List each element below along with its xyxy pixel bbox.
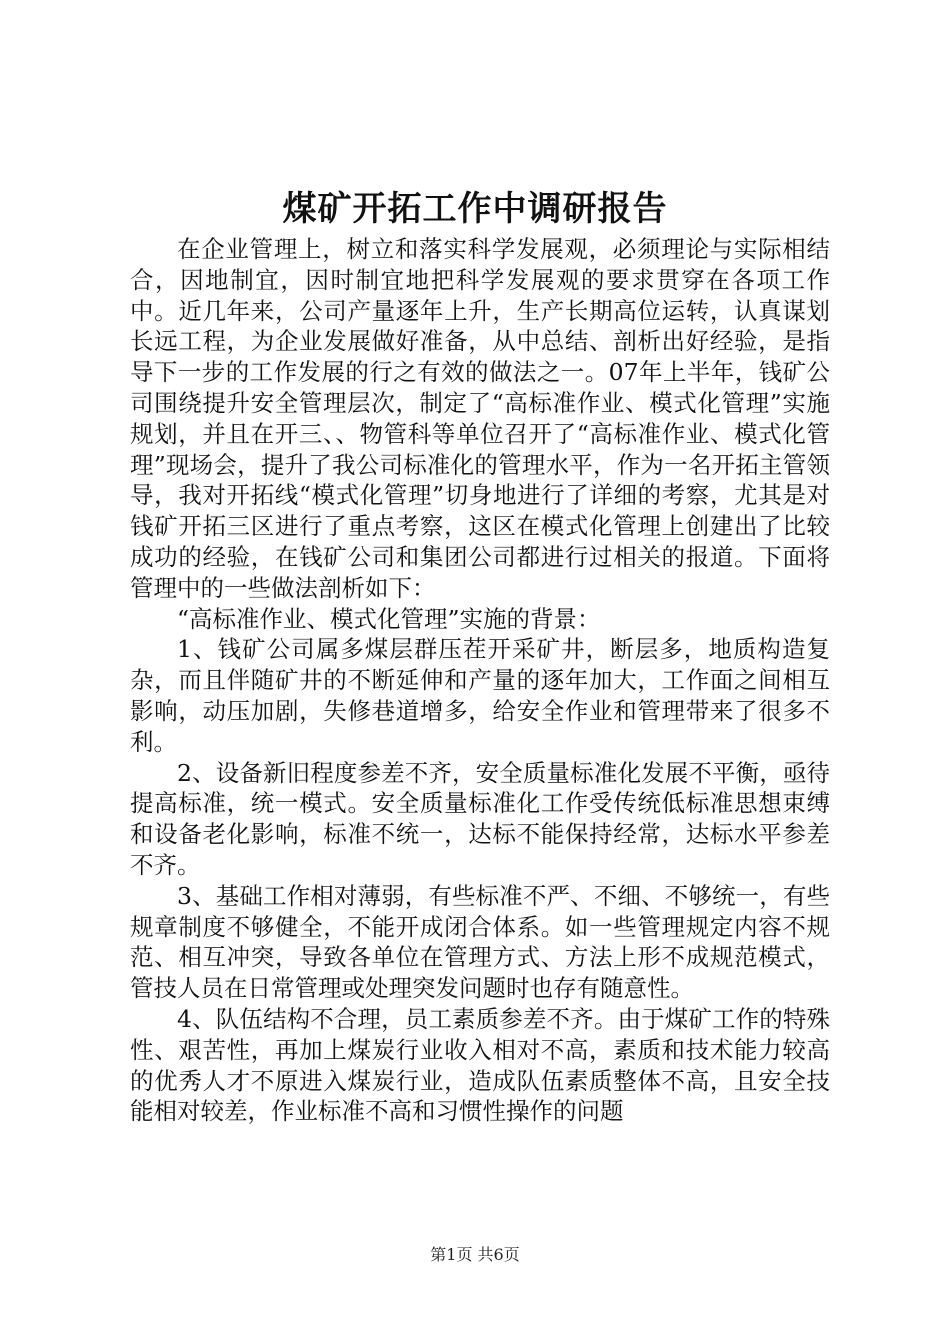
paragraph-item-1: 1、钱矿公司属多煤层群压茬开采矿井，断层多，地质构造复杂，而且伴随矿井的不断延伸和产量的逐年加大，工作面之间相互影响，动压加剧，失修巷道增多，给安全作业和管理带来了很多不利。 [130,635,830,756]
paragraph-intro: 在企业管理上，树立和落实科学发展观，必须理论与实际相结合，因地制宜，因时制宜地把科学发展观的要求贯穿在各项工作中。近几年来，公司产量逐年上升，生产长期高位运转，认真谋划长远工程，为企业发展做好准备，从中总结、剖析出好经验，是指导下一步的工作发展的行之有效的做法之一。07年上半年，钱矿公司围绕提升安全管理层次，制定了“高标准作业、模式化管理”实施规划，并且在开三、、物管科等单位召开了“高标准作业、模式化管理”现场会，提升了我公司标准化的管理水平，作为一名开拓主管领导，我对开拓线“模式化管理”切身地进行了详细的考察，尤其是对钱矿开拓三区进行了重点考察，这区在模式化管理上创建出了比较成功的经验，在钱矿公司和集团公司都进行过相关的报道。下面将管理中的一些做法剖析如下： [130,235,830,602]
paragraph-item-4: 4、队伍结构不合理，员工素质参差不齐。由于煤矿工作的特殊性、艰苦性，再加上煤炭行业收入相对不高，素质和技术能力较高的优秀人才不原进入煤炭行业，造成队伍素质整体不高，且安全技能相对较差，作业标准不高和习惯性操作的问题 [130,1004,830,1126]
document-title: 煤矿开拓工作中调研报告 [282,189,668,229]
paragraph-background-heading: “高标准作业、模式化管理”实施的背景： [177,604,601,633]
page-footer: 第1页 共6页 [430,1245,520,1264]
document-body [130,234,830,1127]
paragraph-item-3: 3、基础工作相对薄弱，有些标准不严、不细、不够统一，有些规章制度不够健全，不能开成闭合体系。如一些管理规定内容不规范、相互冲突，导致各单位在管理方式、方法上形不成规范模式，管技人员在日常管理或处理突发问题时也存有随意性。 [130,881,830,1003]
paragraph-item-2: 2、设备新旧程度参差不齐，安全质量标准化发展不平衡，亟待提高标准，统一模式。安全质量标准化工作受传统低标准思想束缚和设备老化影响，标准不统一，达标不能保持经常，达标水平参差不齐。 [130,758,830,879]
